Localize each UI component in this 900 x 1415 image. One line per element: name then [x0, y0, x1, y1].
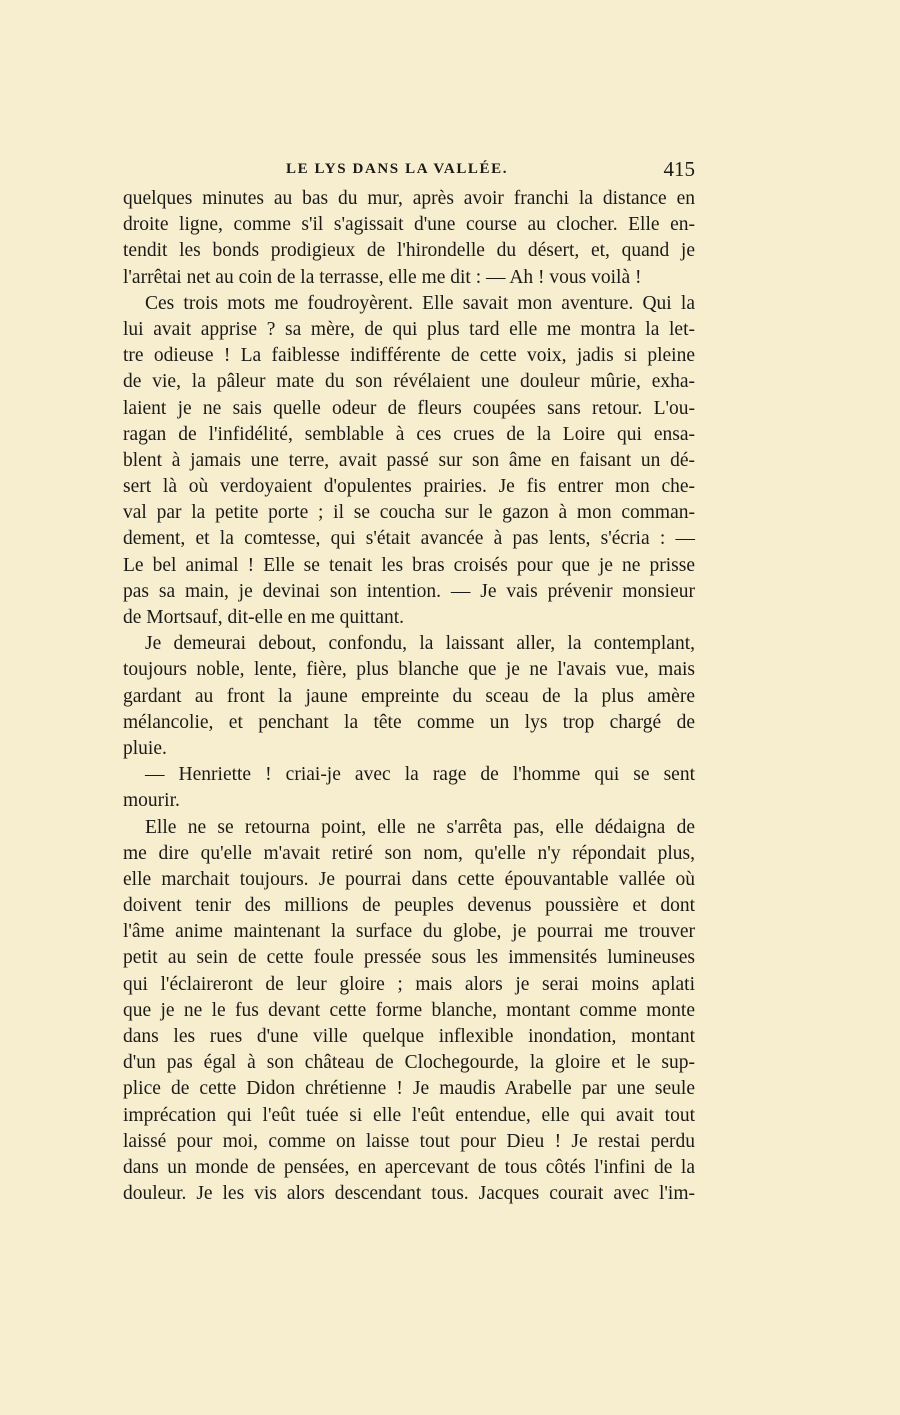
text-line: tendit les bonds prodigieux de l'hirondelle du désert, et, quand je [123, 240, 695, 262]
text-line: mélancolie, et penchant la tête comme un lys trop chargé de [123, 711, 695, 733]
text-line: plice de cette Didon chrétienne ! Je maudis Arabelle par une seule [123, 1078, 695, 1100]
body-text [123, 186, 695, 1207]
text-line: d'un pas égal à son château de Clochegourde, la gloire et le sup- [123, 1052, 695, 1074]
text-line: val par la petite porte ; il se coucha sur le gazon à mon comman- [123, 502, 695, 524]
text-line: de Mortsauf, dit-elle en me quittant. [123, 607, 405, 628]
text-line: doivent tenir des millions de peuples devenus poussière et dont [123, 895, 695, 917]
page-number: 415 [663, 157, 695, 181]
text-line: toujours noble, lente, fière, plus blanche que je ne l'avais vue, mais [123, 659, 695, 681]
text-line: laissé pour moi, comme on laisse tout pour Dieu ! Je restai perdu [123, 1130, 695, 1152]
text-line: Je demeurai debout, confondu, la laissant aller, la contemplant, [145, 633, 695, 655]
text-line: l'âme anime maintenant la surface du globe, je pourrai me trouver [123, 921, 695, 943]
text-line: pas sa main, je devinai son intention. — Je vais prévenir monsieur [123, 580, 695, 602]
text-line: me dire qu'elle m'avait retiré son nom, qu'elle n'y répondait plus, [123, 842, 695, 864]
text-line: petit au sein de cette foule pressée sous les immensités lumineuses [123, 947, 695, 969]
text-line: douleur. Je les vis alors descendant tous. Jacques courait avec l'im- [123, 1183, 695, 1205]
text-line: laient je ne sais quelle odeur de fleurs coupées sans retour. L'ou- [123, 397, 695, 419]
text-line: lui avait apprise ? sa mère, de qui plus tard elle me montra la let- [123, 318, 695, 340]
text-line: sert là où verdoyaient d'opulentes prairies. Je fis entrer mon che- [123, 476, 695, 498]
text-line: — Henriette ! criai-je avec la rage de l'homme qui se sent [145, 764, 695, 786]
text-line: gardant au front la jaune empreinte du sceau de la plus amère [123, 685, 695, 707]
running-title: LE LYS DANS LA VALLÉE. [286, 161, 509, 177]
text-line: Ces trois mots me foudroyèrent. Elle savait mon aventure. Qui la [145, 292, 695, 314]
text-line: dans les rues d'une ville quelque inflexible inondation, montant [123, 1026, 695, 1047]
text-line: pluie. [123, 737, 167, 759]
text-line: tre odieuse ! La faiblesse indifférente de cette voix, jadis si pleine [123, 345, 695, 367]
text-line: blent à jamais une terre, avait passé sur son âme en faisant un dé- [123, 449, 695, 471]
text-line: l'arrêtai net au coin de la terrasse, elle me dit : — Ah ! vous voilà ! [123, 266, 642, 288]
text-line: de vie, la pâleur mate du son révélaient une douleur mûrie, exha- [123, 371, 695, 393]
text-line: dans un monde de pensées, en apercevant de tous côtés l'infini de la [123, 1156, 695, 1178]
text-line: elle marchait toujours. Je pourrai dans cette épouvantable vallée où [123, 868, 695, 890]
text-line: Le bel animal ! Elle se tenait les bras croisés pour que je ne prisse [123, 554, 695, 576]
text-line: ragan de l'infidélité, semblable à ces crues de la Loire qui ensa- [123, 423, 695, 445]
text-line: Elle ne se retourna point, elle ne s'arrêta pas, elle dédaigna de [145, 816, 695, 838]
text-line: droite ligne, comme s'il s'agissait d'une course au clocher. Elle en- [123, 214, 695, 236]
text-line: que je ne le fus devant cette forme blanche, montant comme monte [123, 999, 695, 1021]
text-line: mourir. [123, 790, 180, 812]
page-header [123, 157, 695, 185]
text-line: qui l'éclaireront de leur gloire ; mais alors je serai moins aplati [123, 973, 695, 995]
text-line: quelques minutes au bas du mur, après avoir franchi la distance en [123, 188, 695, 209]
text-line: imprécation qui l'eût tuée si elle l'eût entendue, elle qui avait tout [123, 1104, 695, 1126]
text-line: dement, et la comtesse, qui s'était avancée à pas lents, s'écria : — [123, 528, 695, 550]
